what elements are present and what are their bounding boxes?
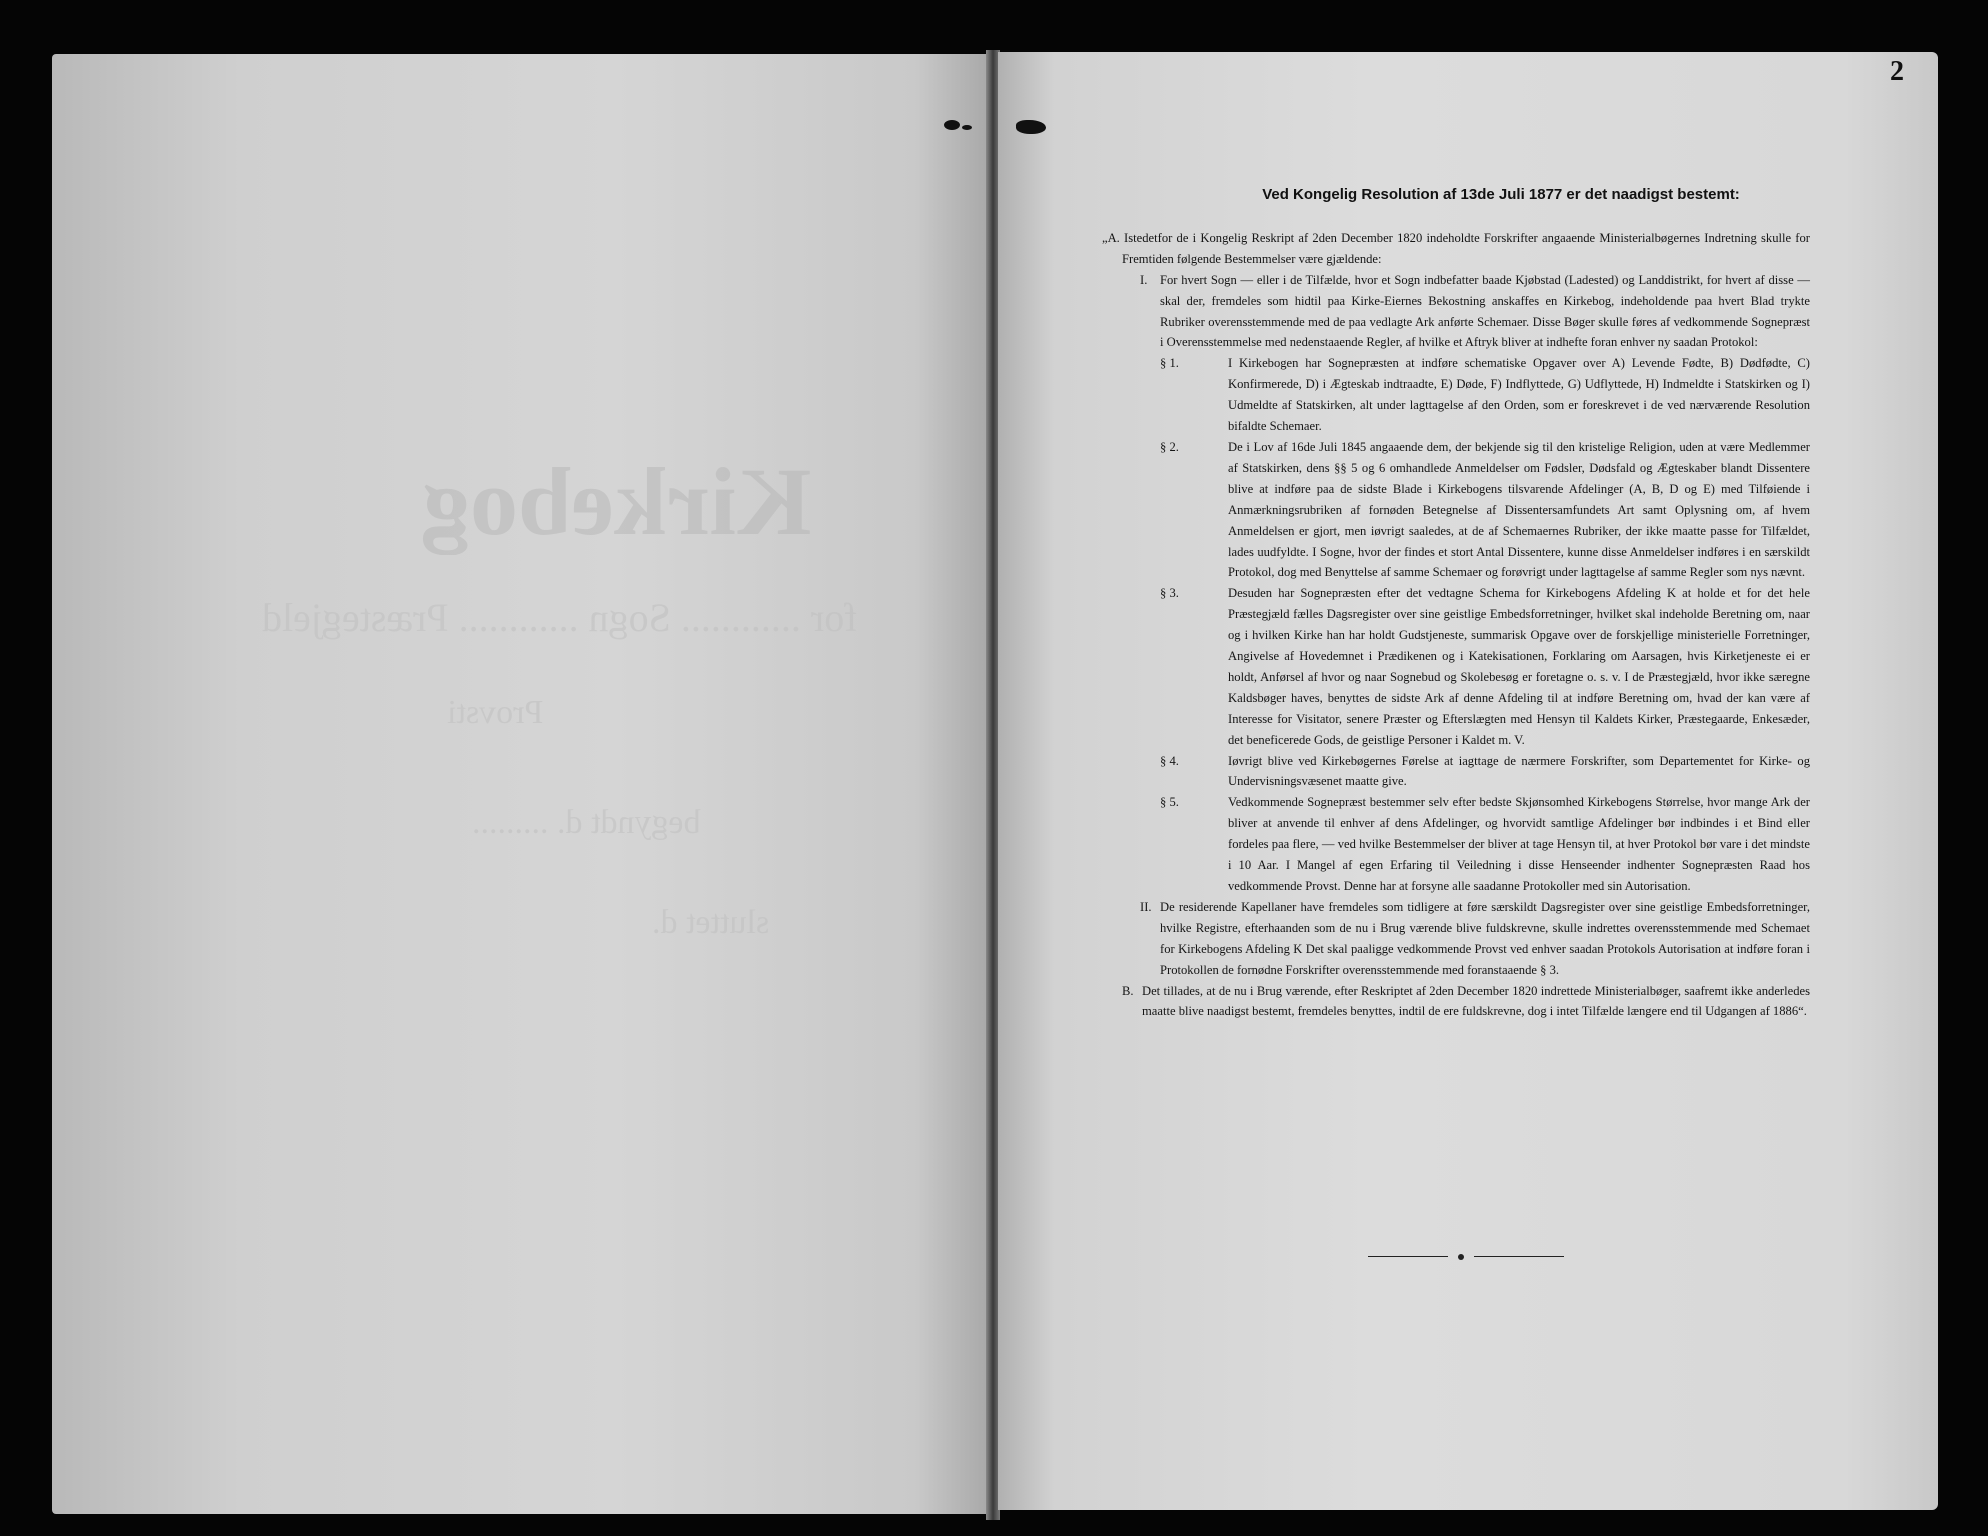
- section-1: [1160, 353, 1810, 437]
- bleed-through-title: Kirkebog: [422, 448, 812, 555]
- ornament-dot: [1458, 1254, 1464, 1260]
- end-ornament: [1368, 1254, 1568, 1260]
- section-label: § 2.: [1160, 439, 1179, 454]
- section-label: § 3.: [1160, 586, 1179, 601]
- paragraph-b: [1122, 981, 1810, 1023]
- section-4: [1160, 751, 1810, 793]
- ink-blot: [944, 120, 960, 130]
- section-text: Desuden har Sognepræsten efter det vedtagne Schema for Kirkebogens Afdeling K at holde et for det hele Præstegjæld fælles Dagsregister over sine geistlige Embedsforretninger, hvilket skal indeholde Beretning om, naar og i hvilken Kirke han har holdt Gudstjeneste, summarisk Opgave over de forskjellige ministerielle Forretninger, Angivelse af Hovedemnet i Prædikenen og i Katekisationen, Forklaring om Aarsagen, hvis Kirketjeneste ei er holdt, Anførsel af hvor og naar Sognebud og Skolebesøg er foretagne o. s. v. I de Præstegjæld, hvor ikke særegne Kaldsbøger haves, benyttes de sidste Ark af denne Afdeling til at indføre Beretning om, hvad der kan være af Interesse for Visitator, senere Præster og Efterslægten med Hensyn til Kaldets Kirker, Præstegaarde, Enkesæder, det beneficerede Gods, de geistlige Personer i Kaldet m. V.: [1228, 586, 1810, 747]
- bleed-through-line: Provsti: [447, 694, 544, 731]
- item-text: For hvert Sogn — eller i de Tilfælde, hvor et Sogn indbefatter baade Kjøbstad (Ladested) og Landdistrikt, for hvert af disse — skal der, fremdeles som hidtil paa Kirke-Eiernes Bekostning anskaffes en Kirkebog, indeholdende paa hvert Blad trykte Rubriker overensstemmende med de paa vedlagte Ark anførte Schemaer. Disse Bøger skulle føres af vedkommende Sognepræst i Overensstemmelse med nedenstaaende Regler, af hvilke et Aftryk bliver at indhefte foran enhver ny saadan Protokol:: [1160, 272, 1810, 350]
- item-label: B.: [1122, 983, 1134, 998]
- bleed-through-line: begyndt d. .........: [472, 804, 701, 841]
- item-ii: [1140, 897, 1810, 981]
- ink-blot: [962, 125, 972, 130]
- ornament-line: [1368, 1256, 1448, 1257]
- page-number: 2: [1890, 56, 1904, 87]
- section-text: De i Lov af 16de Juli 1845 angaaende dem, der bekjende sig til den kristelige Religion, uden at være Medlemmer af Statskirken, dens §§ 5 og 6 omhandlede Anmeldelser om Fødsler, Dødsfald og Ægteskaber blandt Dissentere blive at indføre paa de sidste Blade i Kirkebogens tilsvarende Afdelinger (A, B, D og E) med Tilføiende i Anmærkningsrubriken af fornøden Betegnelse af Dissentersamfundets Art samt Oplysning om, af hvem Anmeldelsen er gjort, men iøvrigt saaledes, at de af Schemaernes Rubriker, der ikke maatte passe for Tilfældet, lades uudfyldte. I Sogne, hvor der findes et stort Antal Dissentere, kunne disse Anmeldelser indføres i en særskildt Protokol, dog med Benyttelse af samme Schemaer og forøvrigt under lagttagelse af samme Regler som nys nævnt.: [1228, 439, 1810, 580]
- section-label: § 4.: [1160, 753, 1179, 768]
- item-i: [1140, 270, 1810, 354]
- section-label: § 1.: [1160, 356, 1179, 371]
- bleed-through-line: for ............ Sogn ............ Præstegjeld: [262, 595, 858, 640]
- ink-blot: [1016, 120, 1046, 134]
- paragraph-a-intro: „A. Istedetfor de i Kongelig Reskript af 2den December 1820 indeholdte Forskrifter angaaende Ministerialbøgernes Indretning skulle for Fremtiden følgende Bestemmelser være gjældende:: [1102, 230, 1810, 266]
- item-label: I.: [1140, 272, 1148, 287]
- section-text: Vedkommende Sognepræst bestemmer selv efter bedste Skjønsomhed Kirkebogens Størrelse, hvor mange Ark der bliver at anvende til enhver af dens Afdelinger, og hvorvidt samtlige Afdelinger bør indbindes i et Bind eller fordeles paa flere, — ved hvilke Bestemmelser der bliver at tage Hensyn til, at hver Protokol bør vare i det mindste i 10 Aar. I Mangel af egen Erfaring til Veiledning i disse Henseender indhenter Sognepræsten Raad hos vedkommende Provst. Denne har at forsyne alle saadanne Protokoller med sin Autorisation.: [1228, 795, 1810, 893]
- item-text: Det tillades, at de nu i Brug værende, efter Reskriptet af 2den December 1820 indrettede Ministerialbøger, saafremt ikke anderledes maatte blive naadigst bestemt, fremdeles benyttes, indtil de ere fuldskrevne, dog i intet Tilfælde længere end til Udgangen af 1886“.: [1142, 983, 1810, 1019]
- section-3: [1160, 583, 1810, 750]
- left-page: [52, 54, 990, 1514]
- section-2: [1160, 437, 1810, 583]
- item-label: II.: [1140, 899, 1152, 914]
- resolution-text: [1102, 185, 1810, 1022]
- section-label: § 5.: [1160, 795, 1179, 810]
- section-text: Iøvrigt blive ved Kirkebøgernes Førelse at iagttage de nærmere Forskrifter, som Departementet for Kirke- og Undervisningsvæsenet maatte give.: [1228, 753, 1810, 789]
- section-text: I Kirkebogen har Sognepræsten at indføre schematiske Opgaver over A) Levende Fødte, B) Dødfødte, C) Konfirmerede, D) i Ægteskab indtraadte, E) Døde, F) Indflyttede, G) Udflyttede, H) Indmeldte i Statskirken og I) Udmeldte af Statskirken, alt under lagttagelse af den Orden, som er foreskrevet i de ved nærværende Resolution bifaldte Schemaer.: [1228, 356, 1810, 434]
- item-text: De residerende Kapellaner have fremdeles som tidligere at føre særskildt Dagsregister over sine geistlige Embedsforretninger, hvilke Registre, efterhaanden som de nu i Brug værende blive fuldskrevne, skulle indrettes overensstemmende med Schemaet for Kirkebogens Afdeling K Det skal paaligge vedkommende Provst ved enhver saadan Protokols Autorisation at indføre foran i Protokollen de fornødne Forskrifter overensstemmende med foranstaaende § 3.: [1160, 899, 1810, 977]
- section-5: [1160, 792, 1810, 897]
- ornament-line: [1474, 1256, 1564, 1257]
- bleed-through-line: sluttet d.: [652, 904, 770, 941]
- document-heading: Ved Kongelig Resolution af 13de Juli 1877 er det naadigst bestemt:: [1262, 186, 1740, 203]
